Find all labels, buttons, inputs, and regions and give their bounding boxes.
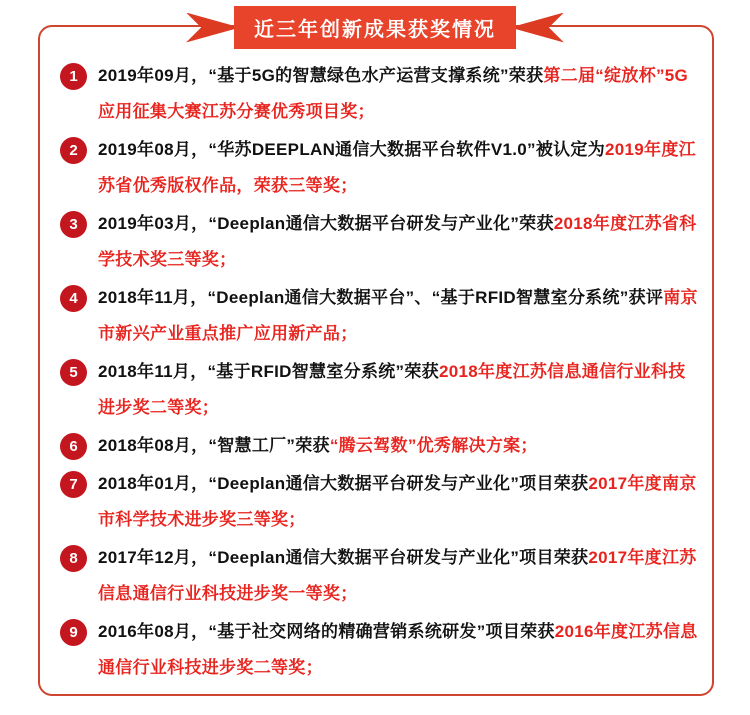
award-name-highlight: 2019年度江苏省优秀版权作品，荣获三等奖； <box>98 140 696 195</box>
award-text <box>98 280 698 352</box>
award-description: 2019年03月，“Deeplan通信大数据平台研发与产业化”荣获 <box>98 214 554 233</box>
award-list-item <box>60 58 698 130</box>
ribbon-right-fold <box>510 13 564 43</box>
award-description: 2018年01月，“Deeplan通信大数据平台研发与产业化”项目荣获 <box>98 474 589 493</box>
award-description: 2018年08月，“智慧工厂”荣获 <box>98 436 330 455</box>
award-name-highlight: “腾云驾数”优秀解决方案； <box>329 436 538 455</box>
award-name-highlight: 南京市新兴产业重点推广应用新产品； <box>98 288 698 343</box>
award-list-item <box>60 354 698 426</box>
item-number-badge: 3 <box>60 211 87 238</box>
award-list-item <box>60 132 698 204</box>
award-text <box>98 466 698 538</box>
item-number-badge: 2 <box>60 137 87 164</box>
award-list-item <box>60 466 698 538</box>
award-text <box>98 132 698 204</box>
award-text <box>98 540 698 612</box>
award-name-highlight: 2018年度江苏省科学技术奖三等奖； <box>98 214 697 269</box>
award-name-highlight: 2017年度江苏信息通信行业科技进步奖一等奖； <box>98 548 697 603</box>
award-text <box>98 428 538 464</box>
item-number-badge: 7 <box>60 471 87 498</box>
item-number-badge: 1 <box>60 63 87 90</box>
award-description: 2019年08月，“华苏DEEPLAN通信大数据平台软件V1.0”被认定为 <box>98 140 606 159</box>
item-number-badge: 4 <box>60 285 87 312</box>
award-list-item <box>60 206 698 278</box>
award-text <box>98 58 698 130</box>
award-name-highlight: 第二届“绽放杯”5G应用征集大赛江苏分赛优秀项目奖； <box>98 66 689 121</box>
award-text <box>98 354 698 426</box>
award-description: 2017年12月，“Deeplan通信大数据平台研发与产业化”项目荣获 <box>98 548 589 567</box>
item-number-badge: 9 <box>60 619 87 646</box>
page-title: 近三年创新成果获奖情况 <box>234 6 516 49</box>
award-name-highlight: 2018年度江苏信息通信行业科技进步奖二等奖； <box>98 362 686 417</box>
award-list-item <box>60 540 698 612</box>
awards-list-box <box>38 25 714 696</box>
title-ribbon <box>186 6 564 49</box>
award-text <box>98 614 698 686</box>
award-description: 2019年09月，“基于5G的智慧绿色水产运营支撑系统”荣获 <box>98 66 544 85</box>
award-list-item <box>60 614 698 686</box>
award-name-highlight: 2016年度江苏信息通信行业科技进步奖二等奖； <box>98 622 698 677</box>
award-name-highlight: 2017年度南京市科学技术进步奖三等奖； <box>98 474 697 529</box>
item-number-badge: 5 <box>60 359 87 386</box>
item-number-badge: 8 <box>60 545 87 572</box>
award-description: 2016年08月，“基于社交网络的精确营销系统研发”项目荣获 <box>98 622 555 641</box>
award-text <box>98 206 698 278</box>
award-description: 2018年11月，“基于RFID智慧室分系统”荣获 <box>98 362 439 381</box>
award-list-item <box>60 428 698 464</box>
awards-list <box>60 58 698 686</box>
ribbon-left-fold <box>186 13 240 43</box>
item-number-badge: 6 <box>60 433 87 460</box>
award-list-item <box>60 280 698 352</box>
award-description: 2018年11月，“Deeplan通信大数据平台”、“基于RFID智慧室分系统”获评 <box>98 288 664 307</box>
